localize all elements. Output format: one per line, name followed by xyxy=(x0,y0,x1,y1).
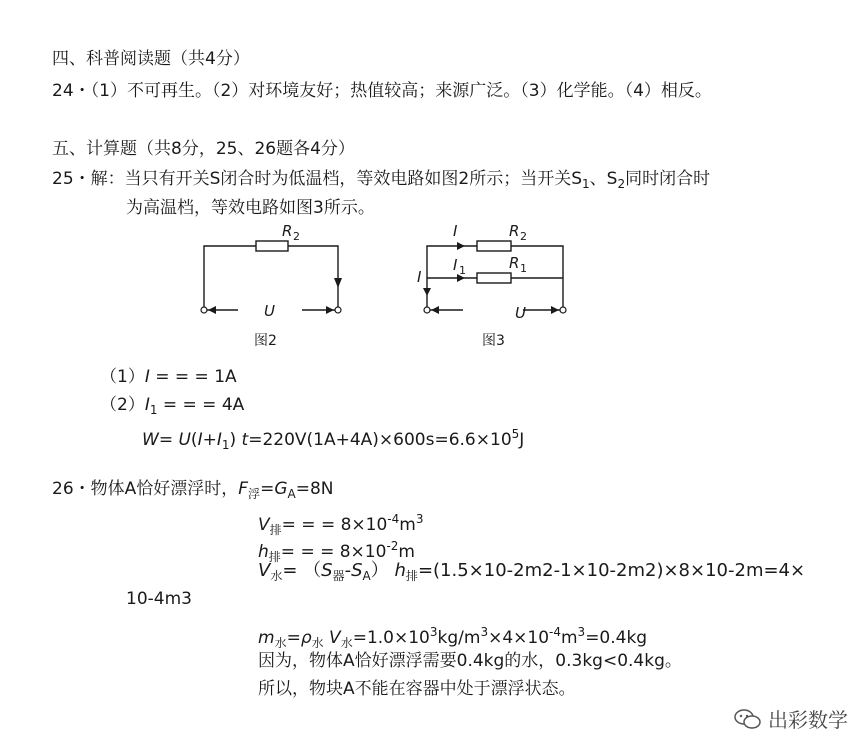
watermark xyxy=(734,704,848,733)
fig3-u-label: U xyxy=(515,304,526,322)
q25-s2-sub: 2 xyxy=(617,177,626,191)
part2-rest: = = = 4A xyxy=(162,395,245,415)
section4-heading: 四、科普阅读题（共4分） xyxy=(52,49,250,69)
vw-rest: =(1.5×10-2m2-1×10-2m2)×8×10-2m=4× xyxy=(417,560,806,581)
part2-var: I xyxy=(144,395,150,415)
m-exp3: -4 xyxy=(549,625,561,639)
fig3-i-top: I xyxy=(453,222,458,240)
q25-s1-sub: 1 xyxy=(582,177,590,191)
arrow-right-icon xyxy=(551,306,559,314)
watermark-text: 出彩数学 xyxy=(768,708,848,732)
q25-sep: 、S xyxy=(589,169,618,189)
m-exp4: 3 xyxy=(577,625,586,639)
q25-line1-b: 同时闭合时 xyxy=(625,169,711,189)
terminal-left xyxy=(424,307,430,313)
f-eq: = xyxy=(260,479,275,499)
m-rest: =1.0×10 xyxy=(352,628,430,648)
minus: - xyxy=(344,560,352,581)
circuit-figure-3 xyxy=(405,222,580,322)
resistor-r1 xyxy=(477,273,511,283)
q25-part2 xyxy=(100,394,244,421)
m-unit1: kg/m xyxy=(437,628,481,648)
fig2-r-sub: 2 xyxy=(293,230,300,243)
current-arrow-icon xyxy=(423,288,431,296)
fig3-i1-label: I xyxy=(453,256,458,274)
h-exp: -2 xyxy=(386,539,399,553)
fig3-r1-sub: 1 xyxy=(520,262,527,275)
w-u: U xyxy=(178,430,191,450)
s1-var: S xyxy=(321,560,333,581)
h-sub: 排 xyxy=(268,550,281,564)
close-paren: ） xyxy=(370,560,389,581)
m-exp2: 3 xyxy=(480,625,489,639)
w-plus: + xyxy=(202,430,217,450)
fig3-r2-label: R xyxy=(509,222,520,240)
q25-part1 xyxy=(100,366,237,388)
w-i1: I xyxy=(216,430,222,450)
terminal-left xyxy=(201,307,207,313)
v-var: V xyxy=(258,515,270,535)
fig2-u-label: U xyxy=(264,302,275,320)
q25-line1-a: 25・解：当只有开关S闭合时为低温档，等效电路如图2所示；当开关S xyxy=(52,169,583,189)
f-sub: 浮 xyxy=(248,487,261,501)
h-var: h xyxy=(258,542,269,562)
resistor-r2 xyxy=(477,241,511,251)
v-sub: 排 xyxy=(269,523,282,537)
w-i: I xyxy=(197,430,203,450)
circuit-figure-2 xyxy=(190,222,360,322)
part1-num: （1） xyxy=(100,367,145,387)
q26-therefore: 所以，物块A不能在容器中处于漂浮状态。 xyxy=(258,679,576,699)
m-unit2: m xyxy=(560,628,578,648)
terminal-right xyxy=(560,307,566,313)
terminal-right xyxy=(335,307,341,313)
fig3-i1-sub: 1 xyxy=(459,264,466,277)
part2-num: （2） xyxy=(100,395,145,415)
v2-sub: 水 xyxy=(340,636,353,650)
part1-var: I xyxy=(144,367,150,387)
fig3-r1-label: R xyxy=(509,254,520,272)
v-exp: -4 xyxy=(387,512,400,526)
fig3-i-left: I xyxy=(417,268,422,286)
q25-line2: 为高温档，等效电路如图3所示。 xyxy=(126,198,375,218)
wechat-icon xyxy=(734,708,762,730)
f-rest: =8N xyxy=(295,479,334,499)
w-open: ( xyxy=(190,430,198,450)
vw-sub: 水 xyxy=(270,569,283,583)
q26-water-volume-cont: 10-4m3 xyxy=(126,589,192,609)
m-sub: 水 xyxy=(274,636,287,650)
part1-rest: = = = 1A xyxy=(155,367,237,387)
q26-because: 因为，物体A恰好漂浮需要0.4kg的水，0.3kg<0.4kg。 xyxy=(258,651,682,671)
q26-line1 xyxy=(52,478,334,505)
m-rest2: ×4×10 xyxy=(488,628,550,648)
vw-var: V xyxy=(258,560,271,581)
fig2-r-label: R xyxy=(282,222,293,240)
rho-sub: 水 xyxy=(311,636,324,650)
v2-var: V xyxy=(329,628,341,648)
v-unit-exp: 3 xyxy=(415,512,424,526)
hp-var: h xyxy=(394,560,406,581)
q26-intro: 26・物体A恰好漂浮时， xyxy=(52,479,239,499)
resistor-r2 xyxy=(256,241,288,251)
f-var: F xyxy=(238,479,249,499)
arrow-left-icon xyxy=(208,306,216,314)
q25-line1 xyxy=(52,168,710,195)
g-var: G xyxy=(274,479,288,499)
v-rest: = = = 8×10 xyxy=(281,515,388,535)
w-eq: = xyxy=(158,430,179,450)
w-rest: =220V(1A+4A)×600s=6.6×10 xyxy=(248,430,512,450)
m-var: m xyxy=(258,628,275,648)
s2-sub: A xyxy=(362,569,371,583)
fig3-r2-sub: 2 xyxy=(520,230,527,243)
q26-water-volume xyxy=(258,560,805,587)
s2-var: S xyxy=(351,560,363,581)
h-rest: = = = 8×10 xyxy=(280,542,387,562)
m-rest3: =0.4kg xyxy=(585,628,648,648)
arrow-left-icon xyxy=(431,306,439,314)
section5-heading: 五、计算题（共8分，25、26题各4分） xyxy=(52,139,355,159)
fig3-caption: 图3 xyxy=(482,333,505,349)
fig2-caption: 图2 xyxy=(254,333,277,349)
arrow-right-icon xyxy=(326,306,334,314)
m-exp1: 3 xyxy=(429,625,438,639)
q24-answer: 24・（1）不可再生。（2）对环境友好；热值较高；来源广泛。（3）化学能。（4）相反。 xyxy=(52,81,712,101)
part2-sub: 1 xyxy=(149,403,158,417)
w-t: t xyxy=(241,430,249,450)
hp-sub: 排 xyxy=(405,569,418,583)
s1-sub: 器 xyxy=(332,569,345,583)
q25-work xyxy=(142,423,524,456)
w-exp: 5 xyxy=(511,427,520,441)
vw-eq: = （ xyxy=(282,560,322,581)
w-unit: J xyxy=(519,430,525,450)
w-var: W xyxy=(142,430,159,450)
current-arrow-icon xyxy=(457,242,465,250)
v-unit: m xyxy=(399,515,416,535)
current-arrow-icon xyxy=(334,278,342,288)
w-i1-sub: 1 xyxy=(221,438,230,452)
g-sub: A xyxy=(287,487,296,501)
m-eq: = xyxy=(286,628,301,648)
rho-var: ρ xyxy=(300,628,312,648)
h-unit: m xyxy=(398,542,415,562)
w-close: ) xyxy=(229,430,242,450)
